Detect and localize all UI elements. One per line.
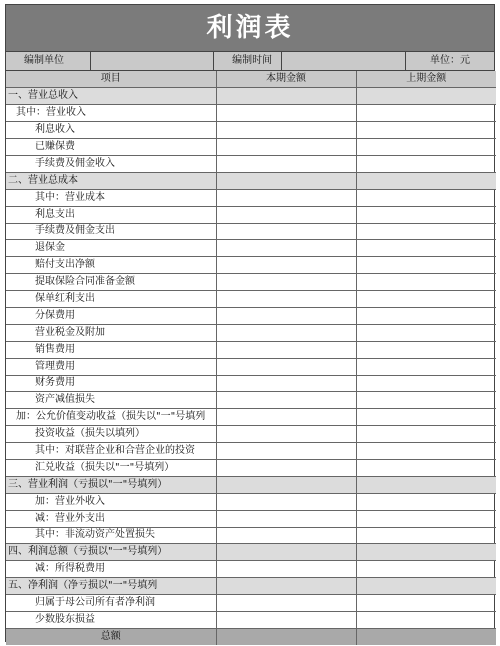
table-row	[6, 409, 496, 426]
row-label: 已赚保费	[6, 139, 216, 156]
page-title: 利润表	[6, 5, 494, 52]
row-label: 财务费用	[6, 375, 216, 392]
current-amount-cell[interactable]	[216, 274, 356, 291]
table-row	[6, 324, 496, 341]
current-amount-cell[interactable]	[216, 510, 356, 527]
current-amount-cell[interactable]	[216, 307, 356, 324]
table-row	[6, 189, 496, 206]
current-amount-cell[interactable]	[216, 578, 356, 595]
current-amount-cell[interactable]	[216, 561, 356, 578]
current-amount-cell[interactable]	[216, 392, 356, 409]
previous-amount-cell[interactable]	[356, 341, 496, 358]
previous-amount-cell[interactable]	[356, 426, 496, 443]
previous-amount-cell[interactable]	[356, 510, 496, 527]
column-header-current: 本期金额	[216, 71, 356, 88]
previous-amount-cell[interactable]	[356, 443, 496, 460]
column-header-previous: 上期金额	[356, 71, 496, 88]
row-label: 少数股东损益	[6, 612, 216, 629]
row-label: 三、营业利润（亏损以"一"号填列）	[6, 476, 216, 493]
unit-value-cell[interactable]	[91, 52, 214, 70]
row-label: 归属于母公司所有者净利润	[6, 595, 216, 612]
row-label: 五、净利润（净亏损以"一"号填列	[6, 578, 216, 595]
column-header-item: 项目	[6, 71, 216, 88]
row-label: 管理费用	[6, 358, 216, 375]
table-row	[6, 307, 496, 324]
row-label: 利息收入	[6, 122, 216, 139]
row-label: 减：所得税费用	[6, 561, 216, 578]
row-label: 退保金	[6, 240, 216, 257]
current-amount-cell[interactable]	[216, 341, 356, 358]
total-row	[6, 628, 496, 645]
row-label: 提取保险合同准备金额	[6, 274, 216, 291]
current-amount-cell[interactable]	[216, 172, 356, 189]
table-row	[6, 358, 496, 375]
time-label: 编制时间	[214, 52, 282, 70]
current-amount-cell[interactable]	[216, 527, 356, 544]
current-amount-cell[interactable]	[216, 223, 356, 240]
previous-amount-cell[interactable]	[356, 409, 496, 426]
row-label: 其中：营业收入	[6, 105, 216, 122]
current-amount-cell[interactable]	[216, 358, 356, 375]
time-value-cell[interactable]	[282, 52, 406, 70]
previous-amount-cell[interactable]	[356, 493, 496, 510]
current-amount-cell[interactable]	[216, 476, 356, 493]
previous-amount-cell[interactable]	[356, 206, 496, 223]
row-label: 赔付支出净额	[6, 257, 216, 274]
current-amount-cell[interactable]	[216, 426, 356, 443]
table-row	[6, 493, 496, 510]
table-row	[6, 476, 496, 493]
previous-amount-cell[interactable]	[356, 561, 496, 578]
previous-amount-cell[interactable]	[356, 358, 496, 375]
current-amount-cell[interactable]	[216, 493, 356, 510]
current-amount-cell[interactable]	[216, 409, 356, 426]
row-label: 销售费用	[6, 341, 216, 358]
table-row	[6, 459, 496, 476]
table-row	[6, 223, 496, 240]
row-label: 保单红利支出	[6, 291, 216, 308]
table-header-row	[6, 71, 496, 88]
current-amount-cell[interactable]	[216, 139, 356, 156]
table-row	[6, 274, 496, 291]
table-row	[6, 392, 496, 409]
table-row	[6, 105, 496, 122]
current-amount-cell[interactable]	[216, 443, 356, 460]
previous-amount-cell[interactable]	[356, 105, 496, 122]
table-row	[6, 544, 496, 561]
previous-amount-cell[interactable]	[356, 291, 496, 308]
current-amount-cell[interactable]	[216, 257, 356, 274]
total-current-cell[interactable]	[216, 628, 356, 645]
total-previous-cell[interactable]	[356, 628, 496, 645]
previous-amount-cell[interactable]	[356, 612, 496, 629]
total-label: 总额	[6, 628, 216, 645]
current-amount-cell[interactable]	[216, 240, 356, 257]
current-amount-cell[interactable]	[216, 189, 356, 206]
previous-amount-cell[interactable]	[356, 122, 496, 139]
table-row	[6, 375, 496, 392]
current-amount-cell[interactable]	[216, 544, 356, 561]
table-row	[6, 155, 496, 172]
current-amount-cell[interactable]	[216, 612, 356, 629]
previous-amount-cell[interactable]	[356, 459, 496, 476]
table-row	[6, 578, 496, 595]
table-row	[6, 561, 496, 578]
table-row	[6, 612, 496, 629]
table-row	[6, 206, 496, 223]
current-amount-cell[interactable]	[216, 595, 356, 612]
table-row	[6, 510, 496, 527]
previous-amount-cell[interactable]	[356, 223, 496, 240]
row-label: 加：公允价值变动收益（损失以"一"号填列	[6, 409, 216, 426]
table-row	[6, 341, 496, 358]
row-label: 四、利润总额（亏损以"一"号填列）	[6, 544, 216, 561]
income-statement-sheet	[5, 4, 495, 642]
current-amount-cell[interactable]	[216, 459, 356, 476]
previous-amount-cell[interactable]	[356, 544, 496, 561]
current-amount-cell[interactable]	[216, 291, 356, 308]
previous-amount-cell[interactable]	[356, 240, 496, 257]
current-amount-cell[interactable]	[216, 88, 356, 105]
current-amount-cell[interactable]	[216, 122, 356, 139]
row-label: 手续费及佣金收入	[6, 155, 216, 172]
row-label: 汇兑收益（损失以"一"号填列）	[6, 459, 216, 476]
current-amount-cell[interactable]	[216, 206, 356, 223]
table-row	[6, 88, 496, 105]
table-row	[6, 426, 496, 443]
previous-amount-cell[interactable]	[356, 527, 496, 544]
previous-amount-cell[interactable]	[356, 155, 496, 172]
previous-amount-cell[interactable]	[356, 274, 496, 291]
row-label: 手续费及佣金支出	[6, 223, 216, 240]
table-row	[6, 291, 496, 308]
row-label: 加：营业外收入	[6, 493, 216, 510]
row-label: 其中：营业成本	[6, 189, 216, 206]
row-label: 其中：非流动资产处置损失	[6, 527, 216, 544]
table-row	[6, 172, 496, 189]
row-label: 营业税金及附加	[6, 324, 216, 341]
current-amount-cell[interactable]	[216, 324, 356, 341]
statement-table	[6, 71, 496, 645]
previous-amount-cell[interactable]	[356, 595, 496, 612]
previous-amount-cell[interactable]	[356, 392, 496, 409]
row-label: 投资收益（损失以填列）	[6, 426, 216, 443]
table-row	[6, 240, 496, 257]
info-bar	[6, 52, 494, 71]
previous-amount-cell[interactable]	[356, 578, 496, 595]
row-label: 其中：对联营企业和合营企业的投资	[6, 443, 216, 460]
table-row	[6, 443, 496, 460]
table-body	[6, 88, 496, 645]
table-row	[6, 527, 496, 544]
previous-amount-cell[interactable]	[356, 324, 496, 341]
previous-amount-cell[interactable]	[356, 139, 496, 156]
table-row	[6, 139, 496, 156]
previous-amount-cell[interactable]	[356, 476, 496, 493]
unit-label: 编制单位	[6, 52, 91, 70]
row-label: 一、营业总收入	[6, 88, 216, 105]
previous-amount-cell[interactable]	[356, 189, 496, 206]
previous-amount-cell[interactable]	[356, 88, 496, 105]
previous-amount-cell[interactable]	[356, 257, 496, 274]
previous-amount-cell[interactable]	[356, 307, 496, 324]
table-row	[6, 595, 496, 612]
currency-label: 单位：元	[430, 55, 470, 66]
previous-amount-cell[interactable]	[356, 375, 496, 392]
row-label: 资产减值损失	[6, 392, 216, 409]
previous-amount-cell[interactable]	[356, 172, 496, 189]
current-amount-cell[interactable]	[216, 155, 356, 172]
current-amount-cell[interactable]	[216, 375, 356, 392]
row-label: 利息支出	[6, 206, 216, 223]
table-row	[6, 122, 496, 139]
current-amount-cell[interactable]	[216, 105, 356, 122]
row-label: 分保费用	[6, 307, 216, 324]
table-row	[6, 257, 496, 274]
row-label: 减：营业外支出	[6, 510, 216, 527]
row-label: 二、营业总成本	[6, 172, 216, 189]
